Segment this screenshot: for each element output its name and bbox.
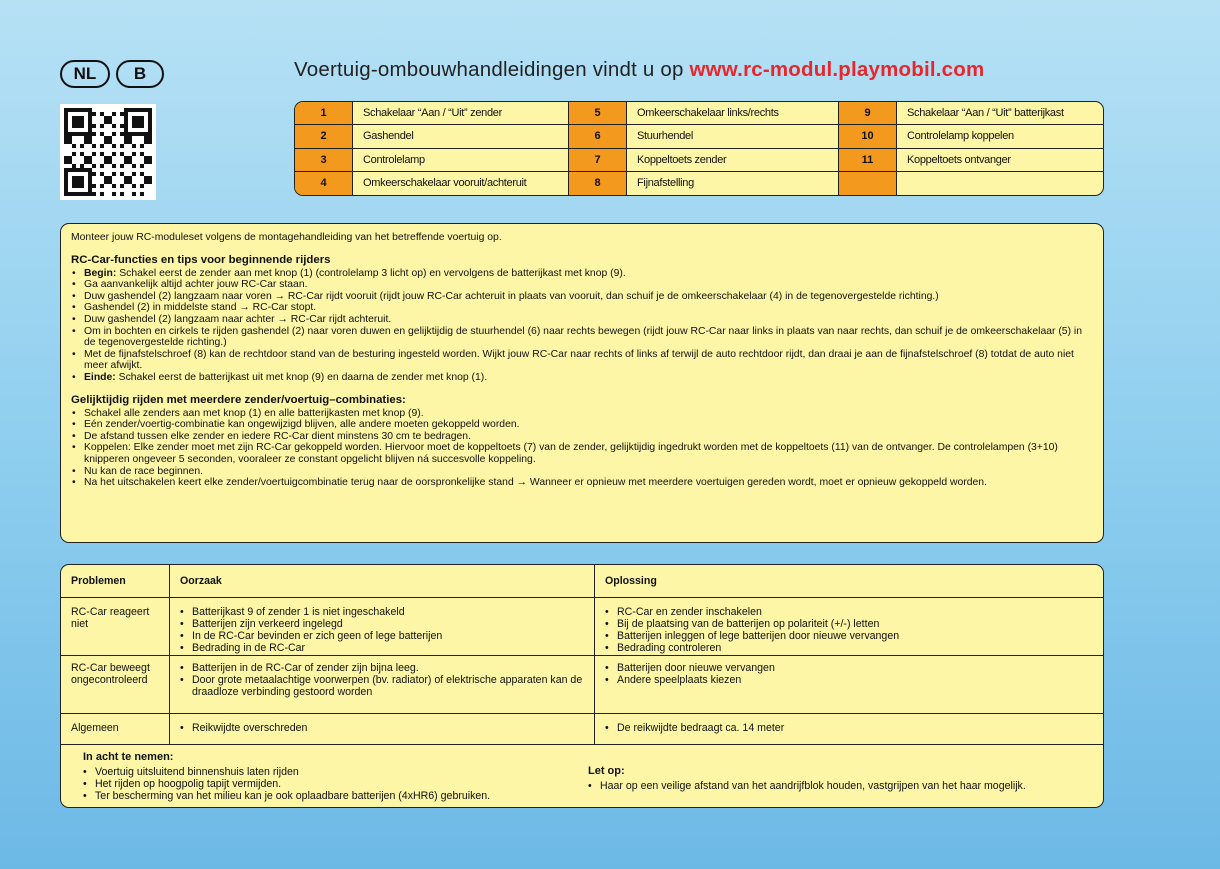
legend-label: Stuurhendel xyxy=(627,125,839,148)
list-item-text: Om in bochten en cirkels te rijden gashendel (2) naar voren duwen en gelijktijdig de stuurhendel (6) naar rechts bewegen (rijdt jouw RC-Car naar links in plaats van naar rechts, dan schuif je de omkeerschakelaar (5) in de tegenovergestelde richting.) xyxy=(84,325,1083,349)
note-item: • Het rijden op hoogpolig tapijt vermijden. xyxy=(83,778,588,790)
legend-number: 4 xyxy=(295,172,353,195)
headline xyxy=(294,58,984,82)
cause-item: • Door grote metaalachtige voorwerpen (bv. radiator) of elektrische apparaten kan de draadloze verbinding gestoord worden xyxy=(180,674,584,698)
functions-list xyxy=(71,268,1093,384)
list-item-text: Schakel eerst de zender aan met knop (1) (controlelamp 3 licht op) en vervolgens de batterijkast met knop (9). xyxy=(116,267,626,279)
section-title-multi: Gelijktijdig rijden met meerdere zender/voertuig–combinaties: xyxy=(71,393,406,406)
solution-item: • Batterijen door nieuwe vervangen xyxy=(605,662,1093,674)
list-item-text: Duw gashendel (2) langzaam naar voren → RC-Car rijdt vooruit (rijdt jouw RC-Car achteruit in plaats van vooruit, dan schuif je de omkeerschakelaar (4) in de tegenovergestelde richting.) xyxy=(84,290,939,302)
solution-cell xyxy=(595,656,1103,713)
instructions-panel xyxy=(60,223,1104,543)
list-item-keyword: Einde: xyxy=(84,371,116,383)
legend-label: Controlelamp koppelen xyxy=(897,125,1104,148)
legend-label: Omkeerschakelaar vooruit/achteruit xyxy=(353,172,569,195)
cause-item: • In de RC-Car bevinden er zich geen of lege batterijen xyxy=(180,630,584,642)
list-item xyxy=(71,291,1093,303)
solution-cell xyxy=(595,714,1103,744)
header-solution: Oplossing xyxy=(605,575,657,587)
legend-number: 9 xyxy=(839,102,897,125)
headline-text: Voertuig-ombouwhandleidingen vindt u op xyxy=(294,58,690,81)
list-item xyxy=(71,372,1093,384)
legend-number: 2 xyxy=(295,125,353,148)
note-item: • Ter bescherming van het milieu kan je ook oplaadbare batterijen (4xHR6) gebruiken. xyxy=(83,790,588,802)
legend-label: Omkeerschakelaar links/rechts xyxy=(627,102,839,125)
notes-list xyxy=(83,766,588,802)
intro-text: Monteer jouw RC-moduleset volgens de montagehandleiding van het betreffende voertuig op. xyxy=(71,232,502,243)
solution-item: • Bij de plaatsing van de batterijen op polariteit (+/-) letten xyxy=(605,618,1093,630)
table-row xyxy=(61,656,1103,714)
legend-number: 8 xyxy=(569,172,627,195)
country-badge-b: B xyxy=(116,60,164,88)
cause-cell xyxy=(170,656,595,713)
caution-list xyxy=(588,780,1026,792)
cause-cell xyxy=(170,714,595,744)
caution-item: • Haar op een veilige afstand van het aandrijfblok houden, vastgrijpen van het haar mogelijk. xyxy=(588,780,1026,792)
table-row xyxy=(61,598,1103,656)
solution-item: • Bedrading controleren xyxy=(605,642,1093,654)
legend-label: Koppeltoets zender xyxy=(627,149,839,172)
cause-item: • Batterijen in de RC-Car of zender zijn bijna leeg. xyxy=(180,662,584,674)
solution-item: • Andere speelplaats kiezen xyxy=(605,674,1093,686)
legend-label xyxy=(897,172,1104,195)
legend-number: 10 xyxy=(839,125,897,148)
table-header-row xyxy=(61,565,1103,598)
legend-label: Controlelamp xyxy=(353,149,569,172)
website-link[interactable]: www.rc-modul.playmobil.com xyxy=(689,58,985,81)
list-item-keyword: Begin: xyxy=(84,267,117,279)
list-item: • Nu kan de race beginnen. xyxy=(71,466,1093,478)
language-badge-nl: NL xyxy=(60,60,110,88)
legend-label: Schakelaar “Aan / “Uit” zender xyxy=(353,102,569,125)
list-item: • Na het uitschakelen keert elke zender/voertuigcombinatie terug naar de oorspronkelijke stand → Wanneer er opnieuw met meerdere voertuigen gereden wordt, moet er opnieuw gekoppeld worden. xyxy=(71,477,1093,489)
list-item xyxy=(71,302,1093,314)
list-item xyxy=(71,349,1093,372)
section-title-functions: RC-Car-functies en tips voor beginnende rijders xyxy=(71,253,331,266)
list-item: • Eén zender/voertig-combinatie kan ongewijzigd blijven, alle andere moeten gekoppeld worden. xyxy=(71,419,1093,431)
solution-item: • De reikwijdte bedraagt ca. 14 meter xyxy=(605,722,1093,734)
list-item xyxy=(71,279,1093,291)
cause-item: • Bedrading in de RC-Car xyxy=(180,642,584,654)
legend-number: 11 xyxy=(839,149,897,172)
notes-section xyxy=(61,745,1103,802)
header-cause: Oorzaak xyxy=(170,565,595,597)
legend-label: Gashendel xyxy=(353,125,569,148)
legend-label: Schakelaar “Aan / “Uit” batterijkast xyxy=(897,102,1104,125)
troubleshooting-table xyxy=(60,564,1104,808)
problem-cell: RC-Car reageert niet xyxy=(61,598,170,655)
list-item: • De afstand tussen elke zender en iedere RC-Car dient minstens 30 cm te bedragen. xyxy=(71,431,1093,443)
parts-legend-table xyxy=(294,101,1104,196)
legend-number: 7 xyxy=(569,149,627,172)
problem-cell: RC-Car beweegt ongecontroleerd xyxy=(61,656,170,713)
cause-item: • Batterijkast 9 of zender 1 is niet ingeschakeld xyxy=(180,606,584,618)
note-item: • Voertuig uitsluitend binnenshuis laten rijden xyxy=(83,766,588,778)
list-item-text: Ga aanvankelijk altijd achter jouw RC-Car staan. xyxy=(84,279,308,291)
cause-item: • Reikwijdte overschreden xyxy=(180,722,584,734)
solution-item: • RC-Car en zender inschakelen xyxy=(605,606,1093,618)
list-item xyxy=(71,326,1093,349)
list-item xyxy=(71,314,1093,326)
list-item: • Schakel alle zenders aan met knop (1) en alle batterijkasten met knop (9). xyxy=(71,408,1093,420)
solution-item: • Batterijen inleggen of lege batterijen door nieuwe vervangen xyxy=(605,630,1093,642)
cause-item: • Batterijen zijn verkeerd ingelegd xyxy=(180,618,584,630)
list-item xyxy=(71,268,1093,280)
list-item-text: Duw gashendel (2) langzaam naar achter → RC-Car rijdt achteruit. xyxy=(84,313,392,325)
legend-number: 1 xyxy=(295,102,353,125)
legend-number: 5 xyxy=(569,102,627,125)
cause-cell xyxy=(170,598,595,655)
caution-title: Let op: xyxy=(588,765,625,777)
notes-title: In acht te nemen: xyxy=(83,751,174,763)
legend-label: Koppeltoets ontvanger xyxy=(897,149,1104,172)
list-item-text: Gashendel (2) in middelste stand → RC-Car stopt. xyxy=(84,302,317,314)
legend-number: 6 xyxy=(569,125,627,148)
legend-label: Fijnafstelling xyxy=(627,172,839,195)
list-item: • Koppelen: Elke zender moet met zijn RC-Car gekoppeld worden. Hiervoor moet de koppeltoets (7) van de zender, gelijktijdig ingedrukt worden met de koppeltoets (11) van de ontvanger. De controlelampen (3+10) knipperen ongeveer 5 seconden, vooraleer ze constant opgelicht blijven ná succesvolle koppeling. xyxy=(71,442,1093,465)
problem-cell: Algemeen xyxy=(61,714,170,744)
legend-number xyxy=(839,172,897,195)
table-row xyxy=(61,714,1103,745)
qr-code-icon xyxy=(60,104,156,200)
list-item-text: Met de fijnafstelschroef (8) kan de rechtdoor stand van de besturing ingesteld worden. Wijkt jouw RC-Car naar rechts of links af terwijl de auto rechtdoor rijdt, dan draai je aan de fijnafstelschroef (8) totdat de auto niet meer afwijkt. xyxy=(84,348,1074,372)
header-problem: Problemen xyxy=(61,565,170,597)
list-item-text: Schakel eerst de batterijkast uit met knop (9) en daarna de zender met knop (1). xyxy=(115,371,488,383)
multi-list xyxy=(71,408,1093,489)
legend-number: 3 xyxy=(295,149,353,172)
solution-cell xyxy=(595,598,1103,655)
